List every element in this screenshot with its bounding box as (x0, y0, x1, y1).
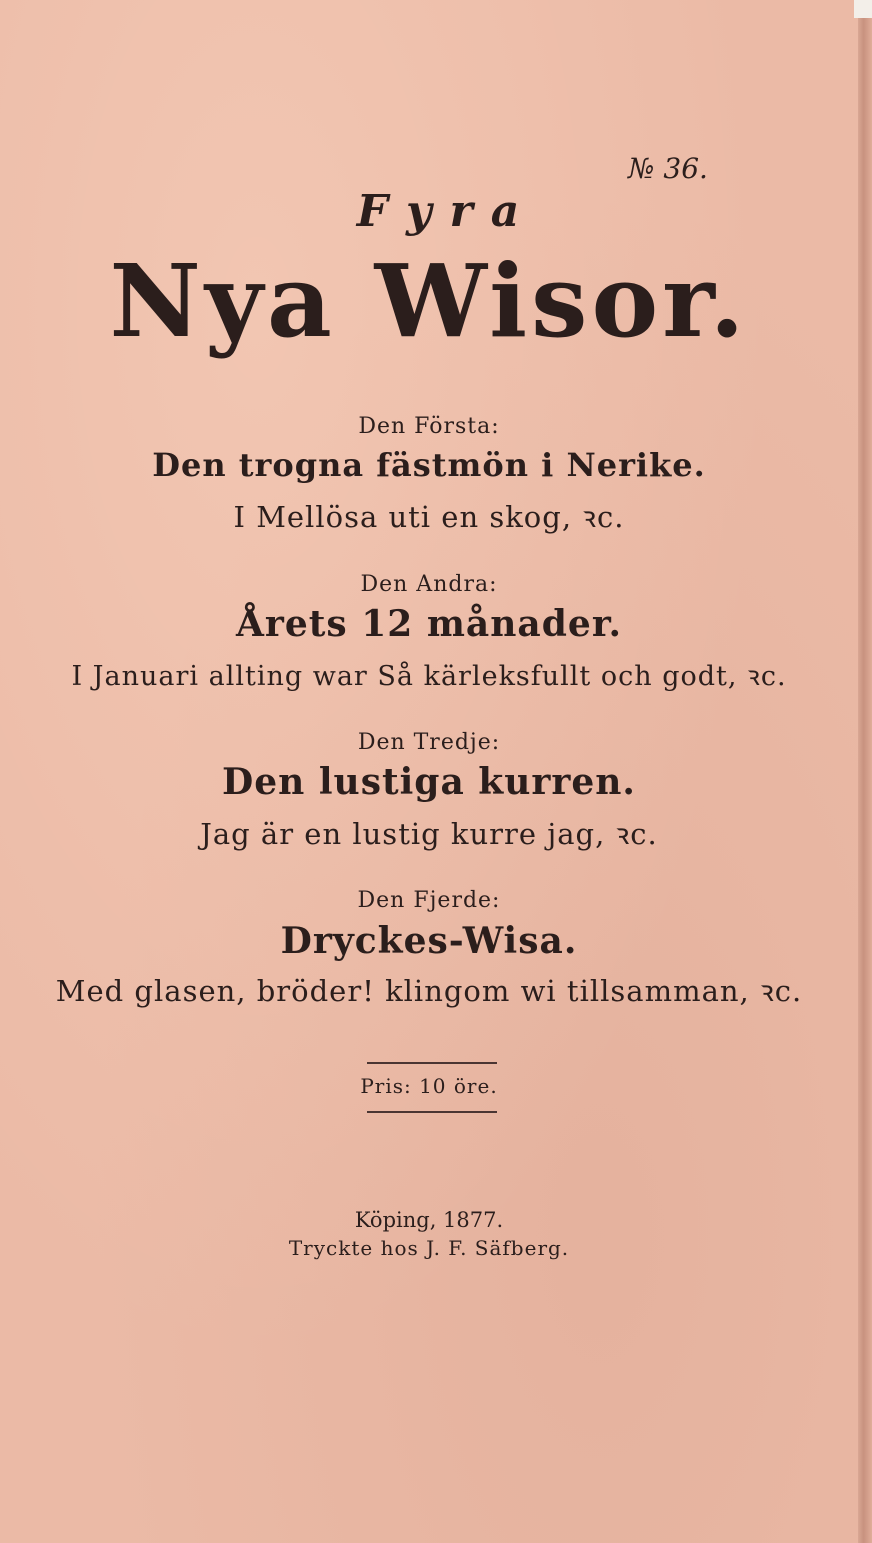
imprint-place-year: Köping, 1877. (354, 1208, 504, 1232)
price-rule-top (367, 1062, 497, 1064)
song-4-ordinal: Den Fjerde: (357, 888, 501, 913)
page-edge (858, 0, 872, 1543)
issue-number: № 36. (628, 152, 708, 185)
song-2-title: Årets 12 månader. (235, 603, 623, 645)
price-rule-bottom (367, 1111, 497, 1113)
song-4-title: Dryckes-Wisa. (280, 920, 578, 962)
song-3-ordinal: Den Tredje: (357, 730, 501, 755)
song-2-first-line: I Januari allting war Så kärleksfullt och godt, ꝛc. (71, 661, 787, 692)
song-3-first-line: Jag är en lustig kurre jag, ꝛc. (200, 817, 658, 851)
main-title: Nya Wisor. (109, 242, 749, 360)
price: Pris: 10 öre. (360, 1074, 498, 1098)
song-3-title: Den lustiga kurren. (222, 761, 636, 803)
song-1-first-line: I Mellösa uti en skog, ꝛc. (233, 500, 625, 534)
imprint-printer: Tryckte hos J. F. Säfberg. (288, 1236, 570, 1260)
title-small: Fyra (356, 186, 538, 237)
song-1-ordinal: Den Första: (358, 414, 500, 439)
song-2-ordinal: Den Andra: (360, 572, 498, 597)
song-1-title: Den trogna fästmön i Nerike. (152, 446, 706, 484)
song-4-first-line: Med glasen, bröder! klingom wi tillsamman, ꝛc. (55, 974, 803, 1008)
page-corner (854, 0, 872, 18)
